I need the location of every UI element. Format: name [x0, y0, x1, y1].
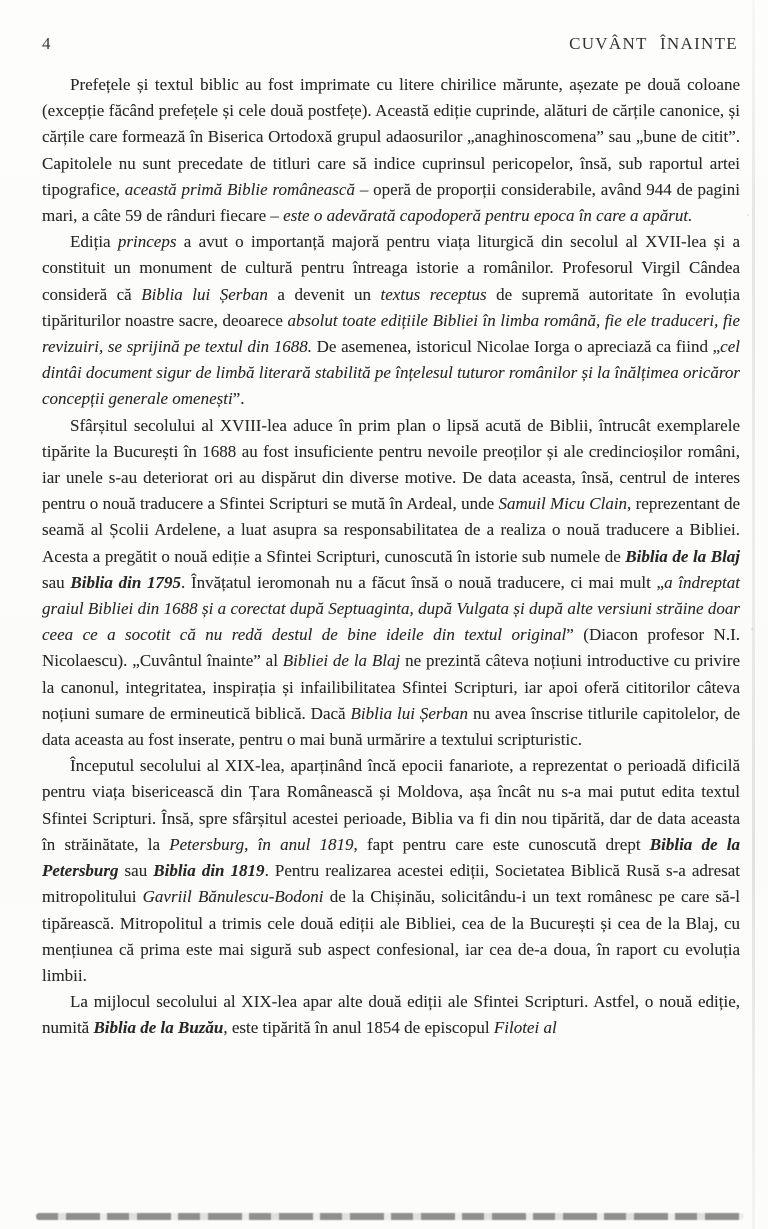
text-run: Biblia lui Șerban	[350, 703, 469, 723]
text-run: , reprezentant de seamă al Școlii Ardelene, a luat asupra sa responsabilitatea de a realiza o nouă traducere a Bibliei. Acesta a pregătit o nouă ediție a Sfintei Scripturi, cunoscută în istorie sub numele de	[42, 494, 740, 566]
text-run: Biblia din 1819	[153, 861, 265, 881]
text-run: De asemenea, istoricul Nicolae Iorga o apreciază ca fiind „	[311, 337, 721, 357]
text-run: textus receptus	[380, 284, 487, 304]
text-run: a devenit un	[267, 284, 381, 304]
paragraph	[42, 413, 740, 754]
scan-speckle	[747, 214, 749, 216]
text-run: Începutul secolului al XIX-lea, aparținând încă epocii fanariote, a reprezentat o perioadă dificilă pentru viața bisericească din Țara Românească și Moldova, așa încât nu s-a mai putut edita textul Sfintei Scripturi. Însă, spre sfârșitul acestei perioade, Biblia va fi din nou tipărită, dar de data aceasta în străinătate, la	[42, 756, 740, 854]
text-run: Biblia lui Șerban	[141, 284, 268, 304]
text-run: sau	[118, 861, 154, 881]
text-run: este o adevărată capodoperă pentru epoca în care a apărut.	[283, 206, 693, 226]
running-header-title: CUVÂNT ÎNAINTE	[569, 34, 738, 53]
text-run: . Pentru realizarea acestei ediții, Societatea Biblică Rusă s-a adresat mitropolitului	[42, 861, 741, 907]
text-run: ”.	[232, 389, 245, 409]
text-run: Bibliei de la Blaj	[282, 651, 401, 671]
scan-speckle	[751, 628, 753, 630]
text-run: princeps	[117, 232, 177, 252]
page-number: 4	[42, 34, 51, 53]
text-run: această primă Biblie românească	[124, 179, 355, 199]
text-run: Petersburg, în anul 1819	[169, 834, 354, 854]
text-run: a îndreptat graiul Bibliei din 1688 și a corectat după Septuaginta, după Vulgata și după alte versiuni străine doar ceea ce a socotit că nu redă destul de bine ideile din textul original	[42, 572, 741, 645]
text-run: . Învățatul ieromonah nu a făcut însă o nouă traducere, ci mai mult „	[181, 572, 665, 592]
text-run: ne prezintă câteva noțiuni introductive cu privire la canonul, integritatea, inspirația și infailibilitatea Sfintei Scripturi, iar apoi oferă cititorilor câteva noțiuni sumare de ermineutică biblică. Dacă	[42, 651, 740, 723]
text-run: Biblia de la Buzău	[93, 1018, 224, 1038]
body-text	[42, 72, 740, 1042]
paragraph	[42, 753, 740, 989]
text-run: nu avea înscrise titlurile capitolelor, de data aceasta au fost inserate, pentru o mai bună urmărire a textului scripturistic.	[42, 703, 740, 750]
running-head	[42, 34, 738, 54]
text-run: de supremă autoritate în evoluția tipăriturilor noastre sacre, deoarece	[42, 284, 740, 330]
scan-bottom-artifact	[36, 1213, 744, 1220]
text-run: , este tipărită în anul 1854 de episcopul	[223, 1018, 494, 1038]
text-run: Biblia de la Petersburg	[42, 834, 740, 881]
text-run: Sfârșitul secolului al XVIII-lea aduce în prim plan o lipsă acută de Biblii, întrucât exemplarele tipărite la București în 1688 au fost insuficiente pentru nevoile preoților și ale credincioșilor români, iar unele s-au deteriorat ori au dispărut din diverse motive. De data aceasta, însă, centrul de interes pentru o nouă traducere a Sfintei Scripturi se mută în Ardeal, unde	[42, 415, 740, 514]
text-run: – operă de proporții considerabile, având 944 de pagini mari, a câte 59 de rânduri fiecare –	[42, 179, 740, 226]
text-run: sau	[42, 572, 71, 592]
page-edge-shadow	[752, 0, 755, 1229]
text-run: Biblia din 1795	[70, 572, 182, 592]
text-run: de la Chișinău, solicitându-i un text românesc pe care să-l tipărească. Mitropolitul a trimis cele două ediții ale Bibliei, cea de la București și cea de la Blaj, cu mențiunea că prima este mai sigură sub aspect confesional, iar cea de-a doua, în raport cu evoluția limbii.	[42, 887, 740, 985]
paragraph	[42, 72, 740, 229]
text-run: Prefețele și textul biblic au fost imprimate cu litere chirilice mărunte, așezate pe două coloane (excepție făcând prefețele și cele două postfețe). Această ediție cuprinde, alături de cărțile canonice, și cărțile care formează în Biserica Ortodoxă grupul adaosurilor „anaghinoscomena” sau „bune de citit”. Capitolele nu sunt precedate de titluri care să indice cuprinsul pericopelor, însă, sub raportul artei tipografice,	[42, 75, 740, 199]
text-run: Ediția	[70, 232, 118, 252]
text-run: Samuil Micu Clain	[498, 494, 628, 514]
text-run: Filotei al	[493, 1018, 557, 1038]
text-run: , fapt pentru care este cunoscută drept	[353, 834, 650, 854]
text-run: absolut toate edițiile Bibliei în limba română, fie ele traduceri, fie revizuiri, se sprijină pe textul din 1688.	[42, 310, 741, 357]
text-run: cel dintâi document sigur de limbă literară stabilită pe înțelesul tuturor românilor și la înălțimea oricăror concepții generale omenești	[42, 337, 740, 409]
text-run: La mijlocul secolului al XIX-lea apar alte două ediții ale Sfintei Scripturi. Astfel, o nouă ediție, numită	[42, 992, 740, 1038]
paragraph	[42, 229, 740, 412]
text-run: Gavriil Bănulescu-Bodoni	[142, 887, 324, 907]
paragraph	[42, 989, 740, 1041]
text-run: a avut o importanță majoră pentru viața liturgică din secolul al XVII-lea și a constituit un monument de cultură pentru întreaga istorie a românilor. Profesorul Virgil Cândea consideră că	[42, 232, 740, 304]
text-run: ” (Diacon profesor N.I. Nicolaescu). „Cuvântul înainte” al	[42, 625, 740, 671]
text-run: Biblia de la Blaj	[625, 546, 741, 566]
